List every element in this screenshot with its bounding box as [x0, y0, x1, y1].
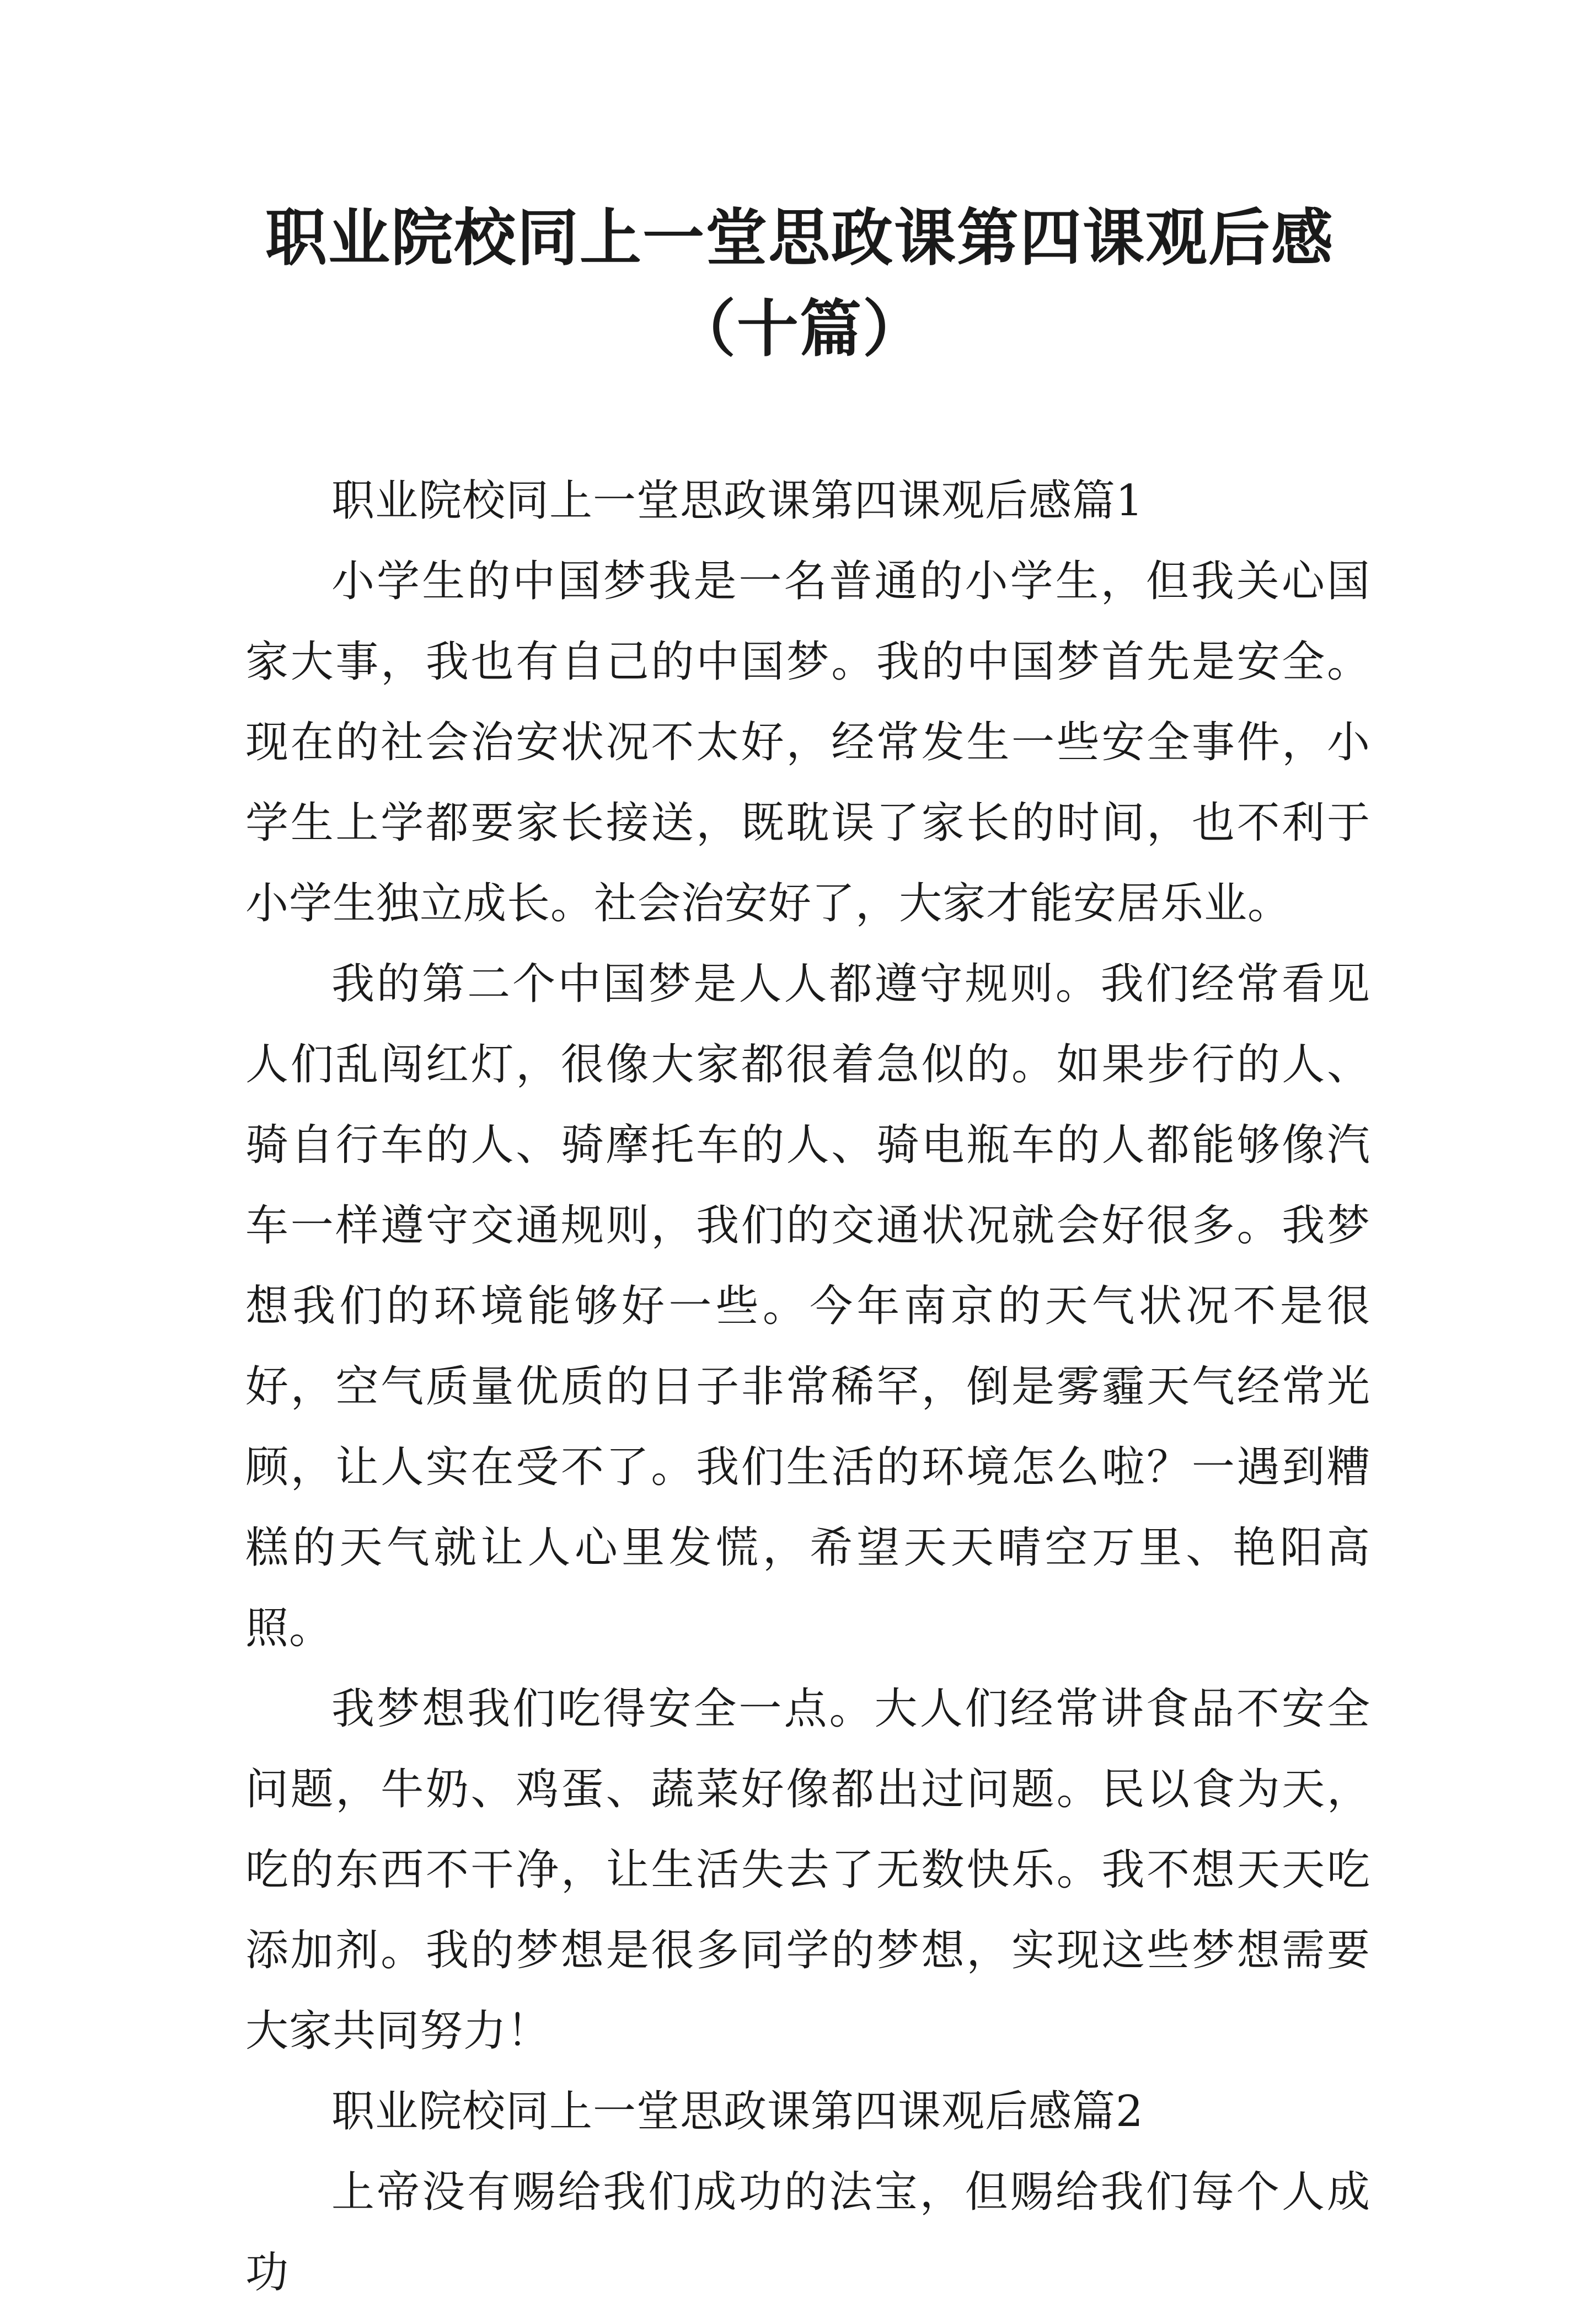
body-paragraph: 小学生的中国梦我是一名普通的小学生，但我关心国家大事，我也有自己的中国梦。我的中国梦首先是安全。现在的社会治安状况不太好，经常发生一些安全事件，小学生上学都要家长接送，既耽误了家长的时间，也不利于小学生独立成长。社会治安好了，大家才能安居乐业。 — [245, 557, 1370, 928]
document-title: 职业院校同上一堂思政课第四课观后感（十篇） — [265, 202, 1334, 365]
body-paragraph: 我的第二个中国梦是人人都遵守规则。我们经常看见人们乱闯红灯，很像大家都很着急似的。如果步行的人、骑自行车的人、骑摩托车的人、骑电瓶车的人都能够像汽车一样遵守交通规则，我们的交通状况就会好很多。我梦想我们的环境能够好一些。今年南京的天气状况不是很好，空气质量优质的日子非常稀罕，倒是雾霾天气经常光顾，让人实在受不了。我们生活的环境怎么啦？一遇到糟糕的天气就让人心里发慌，希望天天晴空万里、艳阳高照。 — [245, 959, 1370, 1653]
body-paragraph: 上帝没有赐给我们成功的法宝，但赐给我们每个人成功 — [245, 2167, 1370, 2298]
section-heading-1: 职业院校同上一堂思政课第四课观后感篇1 — [331, 476, 1144, 526]
body-paragraph: 我梦想我们吃得安全一点。大人们经常讲食品不安全问题，牛奶、鸡蛋、蔬菜好像都出过问题。民以食为天，吃的东西不干净，让生活失去了无数快乐。我不想天天吃添加剂。我的梦想是很多同学的梦想，实现这些梦想需要大家共同努力！ — [245, 1684, 1370, 2056]
document-body — [245, 461, 1370, 2313]
section-heading-2: 职业院校同上一堂思政课第四课观后感篇2 — [331, 2087, 1144, 2136]
